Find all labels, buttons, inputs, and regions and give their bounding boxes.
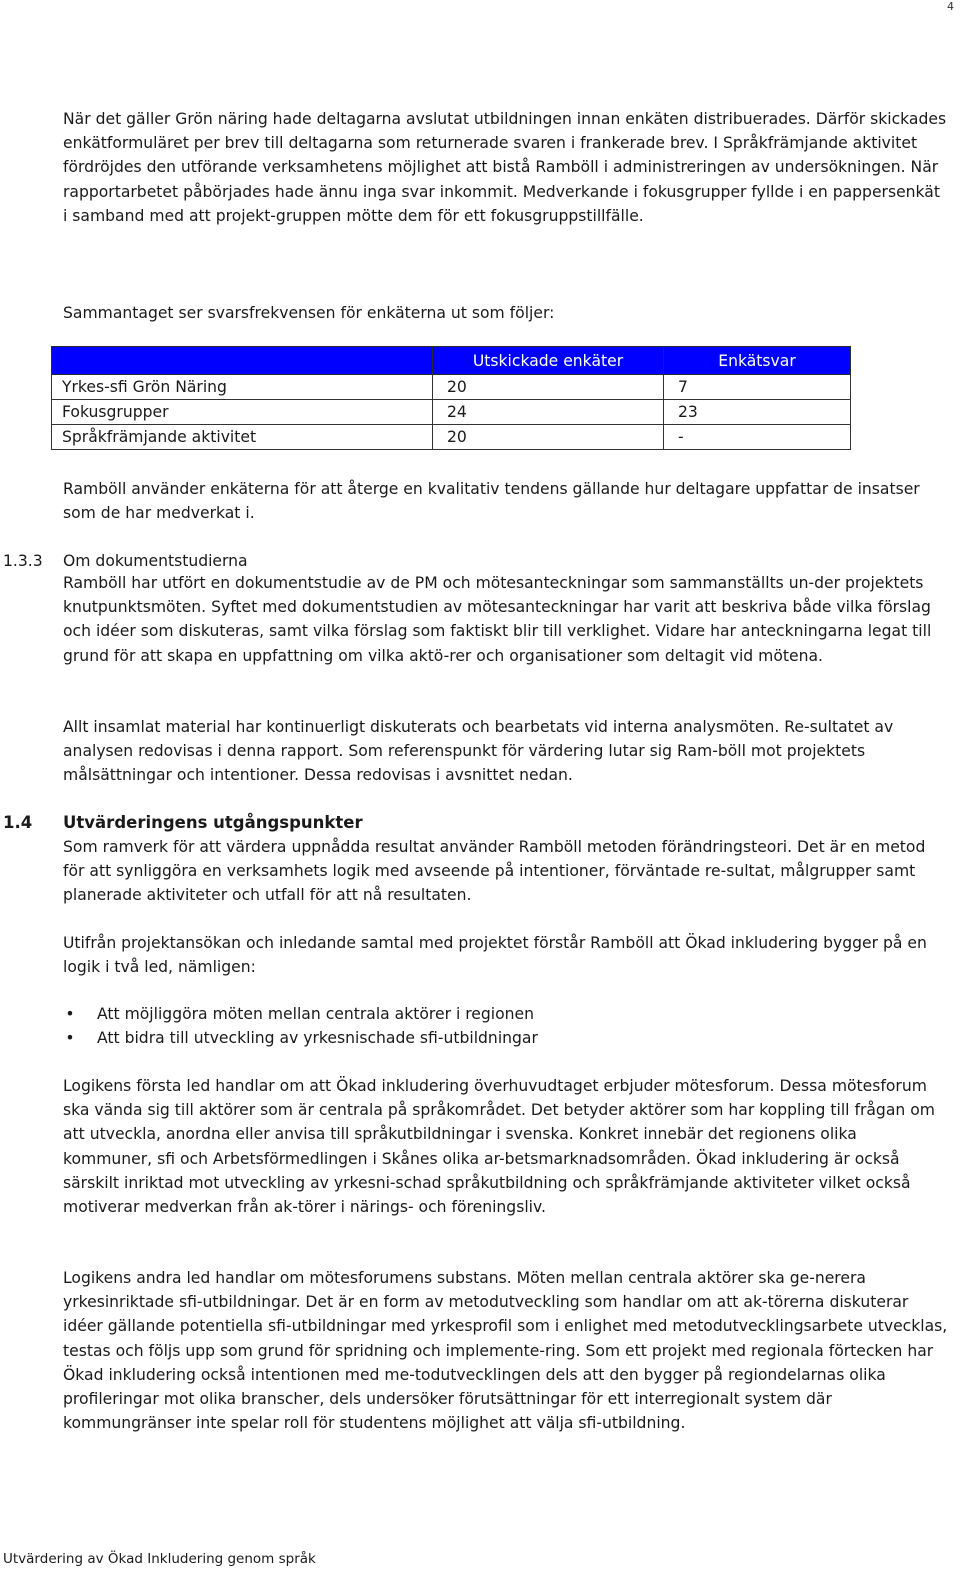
analysis-paragraph: Allt insamlat material har kontinuerligt diskuterats och bearbetats vid interna analysmöten. Re-sultatet av analysen redovisas i denna rapport. Som referenspunkt för värdering lutar sig Ram-böll mot projektets målsättningar och intentioner. Dessa redovisas i avsnittet nedan. (63, 718, 894, 785)
table-header-cell (52, 347, 433, 375)
table-row (52, 425, 851, 450)
document-study-paragraph: Ramböll har utfört en dokumentstudie av de PM och mötesanteckningar som sammanställts un-der projektets knutpunktsmöten. Syftet med dokumentstudien av mötesanteckningar har varit att beskriva både vilka förslag och idéer som diskuteras, samt vilka förslag som faktiskt blir till verklighet. Vidare har anteckningarna legat till grund för att skapa en uppfattning om vilka aktö-rer och organisationer som deltagit vid mötena. (63, 574, 932, 665)
table-cell-label: Fokusgrupper (52, 400, 433, 425)
list-item (63, 1026, 538, 1050)
table-row (52, 400, 851, 425)
section-title: Om dokumentstudierna (63, 552, 248, 570)
table-comment-paragraph: Ramböll använder enkäterna för att återge en kvalitativ tendens gällande hur deltagare uppfattar de insatser som de har medverkat i. (63, 480, 920, 523)
bullet-icon: • (65, 1029, 75, 1047)
second-logic-paragraph: Logikens andra led handlar om mötesforumens substans. Möten mellan centrala aktörer ska ge-nerera yrkesinriktade sfi-utbildningar. Det är en form av metodutveckling som handlar om att ak-törerna diskuterar idéer gällande potentiella sfi-utbildningar med yrkesprofil som i enlighet med metodutvecklingsarbete utvecklas, testas och följs upp som grund för spridning och implemente-ring. Som ett projekt med regionala förtecken har Ökad inkludering också intentionen med me-todutvecklingen dels att den bygger på regiondelarnas olika profileringar mot olika branscher, dels undersöker förutsättningar för ett interregionalt system där kommungränser inte spelar roll för studentens möjlighet att välja sfi-utbildning. (63, 1269, 948, 1433)
first-logic-paragraph: Logikens första led handlar om att Ökad inkludering överhuvudtaget erbjuder mötesforum. Dessa mötesforum ska vända sig till aktörer som är centrala på språkområdet. Det betyder aktörer som har koppling till frågan om att utveckla, anordna eller anvisa till språkutbildningar i svenska. Konkret innebär det regionens olika kommuner, sfi och Arbetsförmedlingen i Skånes olika ar-betsmarknadsområden. Ökad inkludering är också särskilt inriktad mot utveckling av yrkesni-schad språkutbildning och språkfrämjande aktiviteter vilket också motiverar medverkan från ak-törer i närings- och föreningsliv. (63, 1077, 935, 1217)
list-item-text: Att bidra till utveckling av yrkesnischade sfi-utbildningar (97, 1029, 538, 1047)
page-footer: Utvärdering av Ökad Inkludering genom språk (3, 1551, 316, 1567)
table-header-cell: Utskickade enkäter (433, 347, 664, 375)
table-row (52, 375, 851, 400)
logic-intro-paragraph: Utifrån projektansökan och inledande samtal med projektet förstår Ramböll att Ökad inkludering bygger på en logik i två led, nämligen: (63, 934, 927, 977)
table-cell-value: 20 (433, 375, 664, 400)
framework-paragraph: Som ramverk för att värdera uppnådda resultat använder Ramböll metoden förändringsteori. Det är en metod för att synliggöra en verksamhets logik med avseende på intentioner, förväntade re-sultat, målgrupper samt planerade aktiviteter och utfall för att nå resultaten. (63, 838, 926, 905)
table-cell-value: 23 (664, 400, 851, 425)
page-number: 4 (947, 0, 954, 13)
summary-lead-paragraph: Sammantaget ser svarsfrekvensen för enkäterna ut som följer: (63, 304, 555, 322)
list-item-text: Att möjliggöra möten mellan centrala aktörer i regionen (97, 1005, 535, 1023)
table-cell-value: 7 (664, 375, 851, 400)
section-heading: Utvärderingens utgångspunkter (63, 813, 363, 832)
logic-bullet-list (63, 1002, 538, 1050)
table-cell-label: Yrkes-sfi Grön Näring (52, 375, 433, 400)
section-number: 1.4 (3, 813, 33, 832)
section-number: 1.3.3 (3, 552, 43, 570)
table-header-row (52, 347, 851, 375)
list-item (63, 1002, 538, 1026)
bullet-icon: • (65, 1005, 75, 1023)
survey-response-table (51, 346, 851, 450)
table-cell-value: - (664, 425, 851, 450)
table-header-cell: Enkätsvar (664, 347, 851, 375)
intro-paragraph: När det gäller Grön näring hade deltagarna avslutat utbildningen innan enkäten distribuerades. Därför skickades enkätformuläret per brev till deltagarna som returnerade svaren i frankerade brev. I Språkfrämjande aktivitet fördröjdes den utförande verksamhetens möjlighet att bistå Ramböll i administreringen av undersökningen. När rapportarbetet påbörjades hade ännu inga svar inkommit. Medverkande i fokusgrupper fyllde i en pappersenkät i samband med att projekt-gruppen mötte dem för ett fokusgruppstillfälle. (63, 110, 947, 225)
table-cell-label: Språkfrämjande aktivitet (52, 425, 433, 450)
table-cell-value: 24 (433, 400, 664, 425)
table-cell-value: 20 (433, 425, 664, 450)
